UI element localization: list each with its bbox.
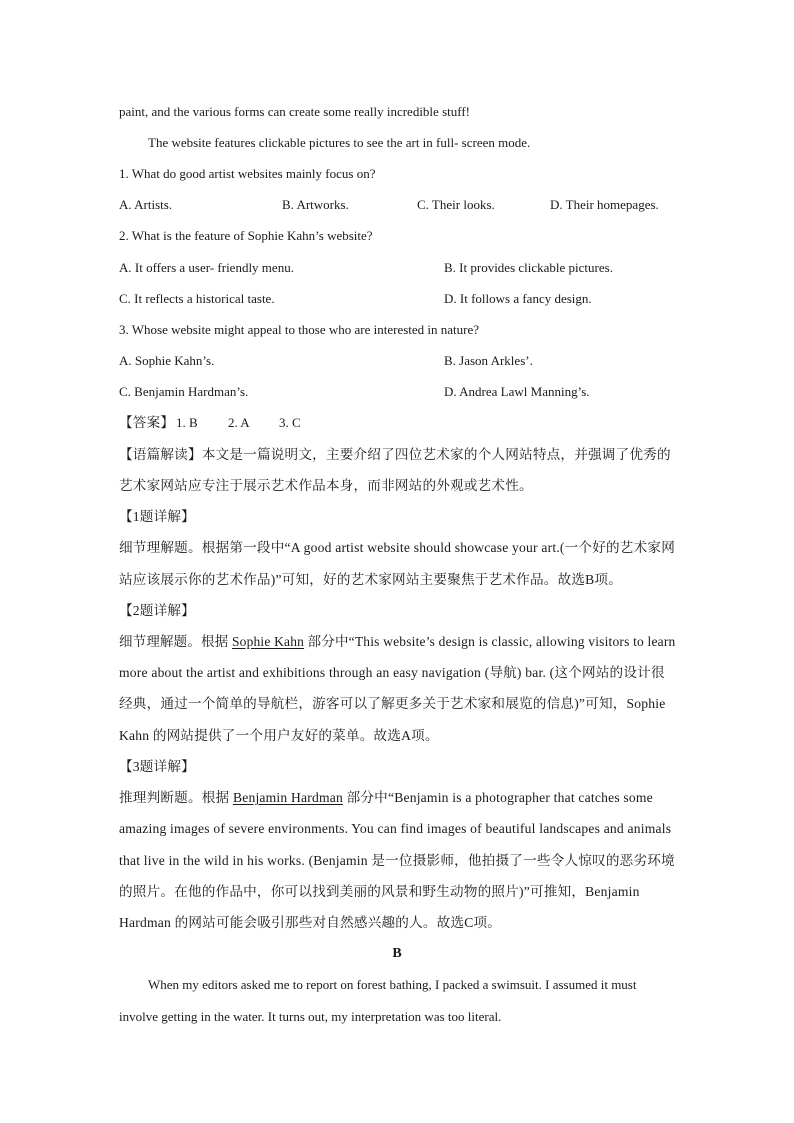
detail-text: amazing images of severe environments. You can find images of beautiful landscapes and animals [119, 821, 672, 836]
detail-text: 站应该展示你的艺术作品)”可知，好的艺术家网站主要聚焦于艺术作品。故选B项。 [119, 572, 623, 587]
answer-item: 2. A [228, 415, 250, 430]
detail-heading: 【2题详解】 [119, 603, 195, 618]
question-stem: 1. What do good artist websites mainly focus on? [119, 166, 376, 181]
option-a: A. Artists. [119, 197, 173, 212]
detail-text: Hardman 的网站可能会吸引那些对自然感兴趣的人。故选C项。 [119, 915, 502, 930]
detail-text-post: 部分中“This website’s design is classic, allowing visitors to learn [304, 634, 676, 649]
answer-item: 1. B [176, 415, 198, 430]
option-a: A. Sophie Kahn’s. [119, 353, 215, 368]
detail-text: Kahn 的网站提供了一个用户友好的菜单。故选A项。 [119, 728, 439, 743]
option-c: C. Their looks. [417, 197, 495, 212]
option-b: B. Jason Arkles’. [444, 353, 533, 368]
question-stem: 2. What is the feature of Sophie Kahn’s website? [119, 228, 373, 243]
question-stem: 3. Whose website might appeal to those who are interested in nature? [119, 322, 480, 337]
summary-line [119, 447, 671, 463]
summary-text: 艺术家网站应专注于展示艺术作品本身，而非网站的外观或艺术性。 [119, 478, 533, 493]
option-d: D. It follows a fancy design. [444, 291, 592, 306]
passage-text: involve getting in the water. It turns out, my interpretation was too literal. [119, 1009, 502, 1024]
detail-text-post: 部分中“Benjamin is a photographer that catches some [343, 790, 653, 805]
underlined-reference: Benjamin Hardman [232, 790, 343, 805]
detail-text: that live in the wild in his works. (Benjamin 是一位摄影师，他拍摄了一些令人惊叹的恶劣环境 [119, 853, 675, 868]
section-title: B [392, 946, 402, 961]
option-b: B. Artworks. [282, 197, 349, 212]
answer-label: 【答案】 [119, 415, 175, 430]
detail-text [119, 634, 675, 650]
detail-text-pre: 推理判断题。根据 [119, 790, 233, 805]
passage-text: paint, and the various forms can create some really incredible stuff! [119, 104, 470, 119]
detail-text: 的照片。在他的作品中，你可以找到美丽的风景和野生动物的照片)”可推知，Benjamin [119, 884, 640, 899]
option-c: C. Benjamin Hardman’s. [119, 384, 249, 399]
detail-heading: 【3题详解】 [119, 759, 195, 774]
option-d: D. Andrea Lawl Manning’s. [444, 384, 590, 399]
answer-item: 3. C [279, 415, 301, 430]
passage-text: When my editors asked me to report on forest bathing, I packed a swimsuit. I assumed it must [148, 977, 637, 992]
passage-text: The website features clickable pictures to see the art in full- screen mode. [148, 135, 531, 150]
detail-heading: 【1题详解】 [119, 509, 195, 524]
option-b: B. It provides clickable pictures. [444, 260, 613, 275]
option-c: C. It reflects a historical taste. [119, 291, 275, 306]
summary-text: 本文是一篇说明文，主要介绍了四位艺术家的个人网站特点，并强调了优秀的 [201, 447, 671, 462]
option-a: A. It offers a user- friendly menu. [119, 260, 294, 275]
detail-text: 细节理解题。根据第一段中“A good artist website should showcase your art.(一个好的艺术家网 [119, 540, 675, 555]
option-d: D. Their homepages. [550, 197, 659, 212]
underlined-reference: Sophie Kahn [231, 634, 305, 649]
detail-text: more about the artist and exhibitions through an easy navigation (导航) bar. (这个网站的设计很 [119, 665, 665, 680]
summary-label: 【语篇解读】 [119, 447, 202, 462]
detail-text [119, 790, 653, 806]
detail-text-pre: 细节理解题。根据 [119, 634, 232, 649]
detail-text: 经典，通过一个简单的导航栏，游客可以了解更多关于艺术家和展览的信息)”可知，Sophie [119, 696, 666, 711]
